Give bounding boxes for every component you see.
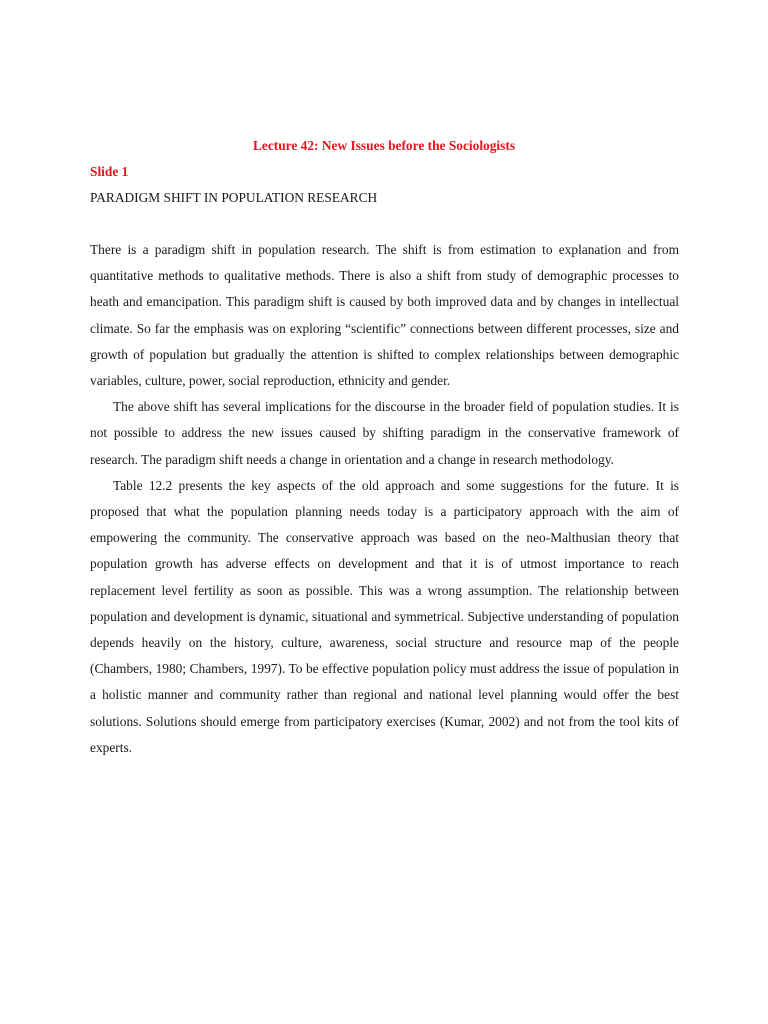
section-heading: PARADIGM SHIFT IN POPULATION RESEARCH — [90, 190, 378, 205]
slide-label: Slide 1 — [90, 164, 129, 179]
paragraph-1: There is a paradigm shift in population research. The shift is from estimation to explanation and from quantitative methods to qualitative methods. There is also a shift from study of demographic processes to heath and emancipation. This paradigm shift is caused by both improved data and by changes in intellectual climate. So far the emphasis was on exploring “scientific” connections between different processes, size and growth of population but gradually the attention is shifted to complex relationships between demographic variables, culture, power, social reproduction, ethnicity and gender. — [90, 242, 679, 389]
paragraph-3: Table 12.2 presents the key aspects of the old approach and some suggestions for the future. It is proposed that what the population planning needs today is a participatory approach with the aim of empowering the community. The conservative approach was based on the neo-Malthusian theory that population growth has adverse effects on development and that it is of utmost importance to reach replacement level fertility as soon as possible. This was a wrong assumption. The relationship between population and development is dynamic, situational and symmetrical. Subjective understanding of population depends heavily on the history, culture, awareness, social structure and resource map of the people (Chambers, 1980; Chambers, 1997). To be effective population policy must address the issue of population in a holistic manner and community rather than regional and national level planning would offer the best solutions. Solutions should emerge from participatory exercises (Kumar, 2002) and not from the tool kits of experts. — [90, 477, 679, 755]
body-text — [90, 237, 679, 761]
paragraph-2: The above shift has several implications for the discourse in the broader field of population studies. It is not possible to address the new issues caused by shifting paradigm in the conservative framework of research. The paradigm shift needs a change in orientation and a change in research methodology. — [90, 399, 679, 467]
lecture-title: Lecture 42: New Issues before the Sociologists — [252, 138, 516, 153]
